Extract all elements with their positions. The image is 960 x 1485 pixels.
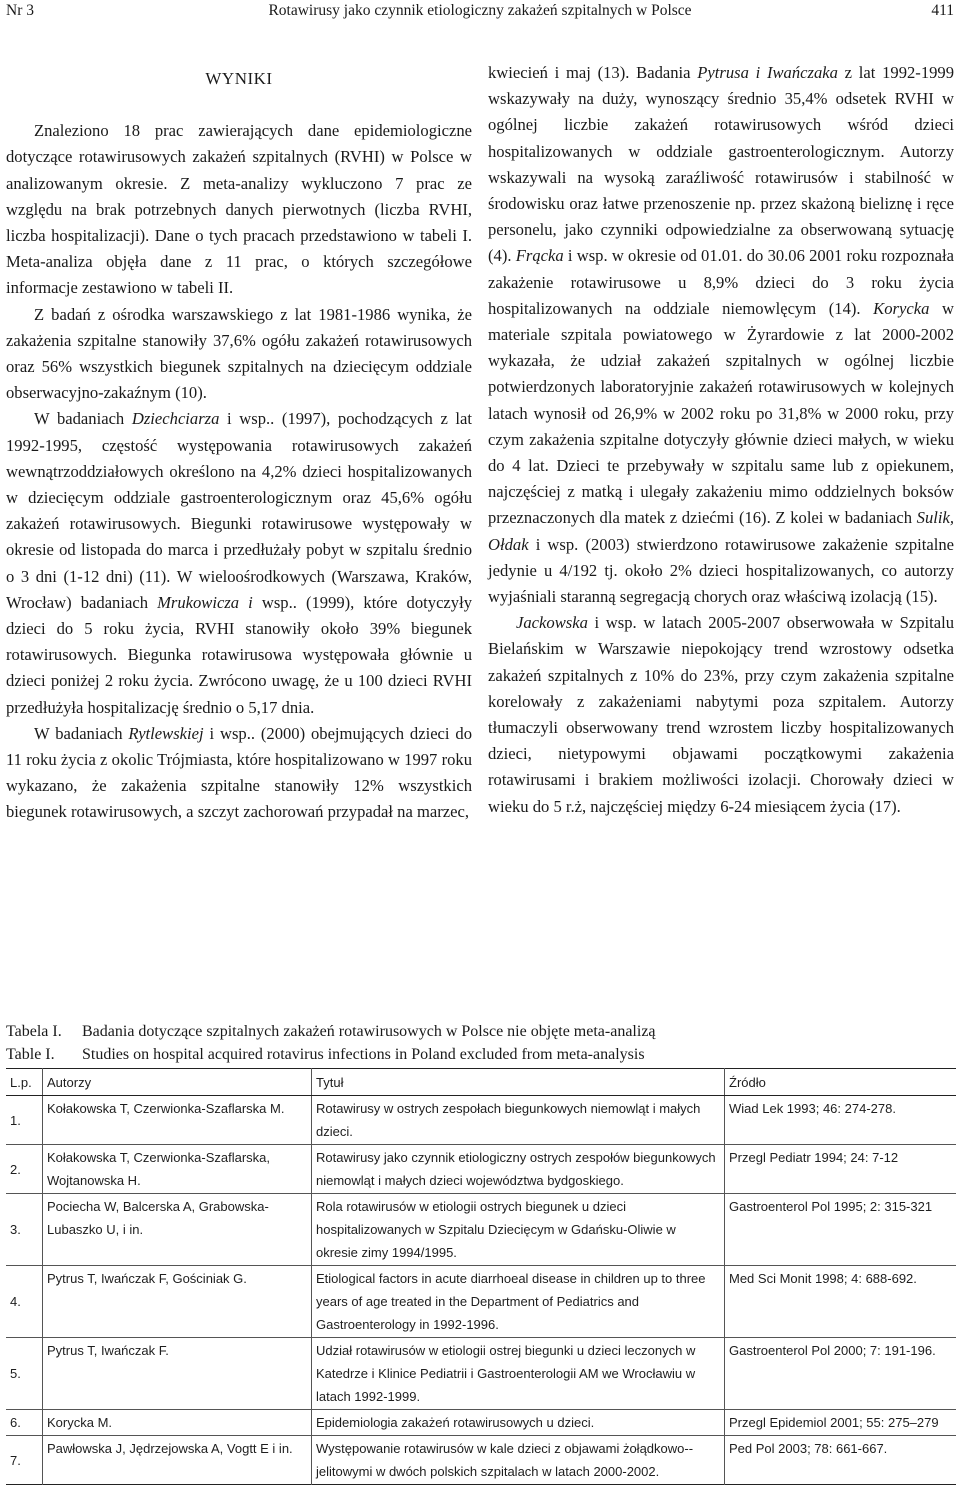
table-body (6, 1096, 956, 1485)
author-name: Rytlewskiej (128, 723, 204, 743)
row-source: Przegl Epidemiol 2001; 55: 275–279 (729, 1415, 939, 1430)
caption-label: Tabela I. (6, 1023, 62, 1040)
column-header: L.p. (6, 1069, 43, 1096)
row-source: Gastroenterol Pol 1995; 2: 315-321 (729, 1199, 933, 1214)
text-run: w materiale szpitala powiatowego w Żyrardowie z lat 2000-2002 wykazała, że udział zakażeń szpitalnych w ogólnej liczbie potwierdzonych laboratoryjnie zakażeń rotawirusowych w kolejnych latach wynosił od 26,9% w 2002 roku po 31,8% w 2000 roku, przy czym zakażenia szpitalne dotyczyły głównie dzieci małych, w wieku do 4 lat. Dzieci te przebywały w szpitalu same lub z opiekunem, najczęściej z matką i ulegały zakażeniu mimo oddzielnych boksów przeznaczonych dla matek z dziećmi (16). Z kolei w badaniach (488, 298, 954, 528)
paragraph (488, 60, 954, 610)
author-name: Pytrusa i Iwańczaka (697, 63, 838, 82)
table-row (6, 1145, 956, 1194)
table-row (6, 1410, 956, 1436)
paragraph: Znaleziono 18 prac zawierających dane epidemiologiczne dotyczące rotawirusowych zakażeń szpitalnych (RVHI) w Polsce w analizowanym okresie. Z meta-analizy wykluczono 7 prac ze względu na brak potrzebnych danych pierwotnych (liczba RVHI, liczba hospitalizacji). Dane o tych pracach przedstawiono w tabeli I. Meta-analiza objęła dane z 11 prac, o których szczegółowe informacje zestawiono w tabeli II. (6, 121, 472, 298)
text-run: W badaniach (34, 409, 132, 429)
row-number: 7. (6, 1436, 43, 1485)
row-title: Etiological factors in acute diarrhoeal disease in children up to three years of age treated in the Department of Pediatrics and Gastroenterology in 1992-1996. (312, 1266, 725, 1338)
author-name: Dziechciarza (131, 409, 220, 429)
row-authors: Kołakowska T, Czerwionka-Szaflarska M. (43, 1096, 312, 1145)
row-source: Gastroenterol Pol 2000; 7: 191-196. (729, 1343, 936, 1358)
row-source: Przegl Pediatr 1994; 24: 7-12 (729, 1150, 899, 1165)
row-number: 4. (6, 1266, 43, 1338)
right-column (488, 60, 954, 820)
caption-en (6, 1043, 954, 1066)
table-header-row (6, 1069, 956, 1096)
caption-label: Table I. (6, 1046, 55, 1063)
row-title: Udział rotawirusów w etiologii ostrej biegunki u dzieci leczonych w Katedrze i Klinice Pediatrii i Gastroenterologii AM we Wrocławiu w latach 1992-1999. (312, 1338, 725, 1410)
author-name: Frącka (515, 246, 564, 266)
column-header: Autorzy (43, 1069, 312, 1096)
row-source: Ped Pol 2003; 78: 661-667. (729, 1441, 888, 1456)
row-title: Występowanie rotawirusów w kale dzieci z objawami żołądkowo--jelitowymi w dwóch polskich szpitalach w latach 2000-2002. (312, 1436, 725, 1485)
section-heading: WYNIKI (205, 69, 273, 88)
caption-pl (6, 1020, 954, 1043)
author-name: Jackowska (516, 613, 588, 633)
table-row (6, 1338, 956, 1410)
row-number: 6. (6, 1410, 43, 1436)
text-run: i wsp. w latach 2005-2007 obserwowała w Szpitalu Bielańskim w Warszawie niepokojący trend wzrostowy odsetka zakażeń szpitalnych z 10% do 23%, przy czym zakażenia szpitalne korelowały z zakażeniami nabytymi poza szpitalem. Autorzy tłumaczyli obserwowany trend wzrostem liczby hospitalizowanych dzieci, nietypowymi objawami początkowymi zakażenia rotawirusami i brakiem możliwości izolacji. Chorowały dzieci w wieku do 5 r.ż, najczęściej między 6-24 miesiącem życia (17). (488, 613, 954, 816)
paragraph (6, 721, 472, 826)
text-run: i wsp. w okresie od 01.01. do 30.06 2001 roku rozpoznała zakażenie rotawirusowe u 8,9% dzieci do 3 roku życia hospitalizowanych na oddziale niemowlęcym (14). (488, 246, 954, 318)
row-title: Rotawirusy jako czynnik etiologiczny ostrych zespołów biegunkowych niemowląt i małych dzieci województwa bydgoskiego. (312, 1145, 725, 1194)
paragraph (6, 406, 472, 720)
text-run: i wsp. (2003) stwierdzono rotawirusowe zakażenie szpitalne jedynie u 4/192 tj. około 2% dzieci hospitalizowanych, co autorzy wyjaśniali staranną segregacją chorych oraz właściwą izolacją (15). (488, 534, 954, 607)
row-authors: Pociecha W, Balcerska A, Grabowska-Lubaszko U, i in. (43, 1194, 312, 1266)
row-authors: Pytrus T, Iwańczak F, Gościniak G. (43, 1266, 312, 1338)
paragraph (488, 610, 954, 820)
caption-text: Studies on hospital acquired rotavirus infections in Poland excluded from meta-analysis (82, 1046, 645, 1063)
row-authors: Korycka M. (43, 1410, 312, 1436)
table-row (6, 1194, 956, 1266)
row-authors: Pawłowska J, Jędrzejowska A, Vogtt E i in. (43, 1436, 312, 1485)
text-run: wsp.. (1999), które dotyczyły dzieci do 5 roku życia, RVHI stanowiły około 39% biegunek rotawirusowych. Biegunka rotawirusowa występowała głównie u dzieci poniżej 2 roku życia. Zwrócono uwagę, że u 100 dzieci RVHI przedłużyła hospitalizację średnio o 5,17 dnia. (6, 592, 472, 717)
text-run: z lat 1992-1999 wskazywały na duży, wynoszący średnio 35,4% odsetek RVHI w ogólnej liczbie zakażeń rotawirusowych wśród dzieci hospitalizowanych w oddziale gastroenterologicznym. Autorzy wskazywali na wysoką zaraźliwość rotawirusów i stabilność w środowisku oraz łatwe przenoszenie np. przez skażoną bieliznę i ręce personelu, jako czynniki odpowiedzialne za obserwowaną sytuację (4). (488, 63, 955, 266)
text-run: kwiecień i maj (13). Badania (488, 63, 698, 82)
page-number: 411 (931, 2, 954, 19)
row-number: 1. (6, 1096, 43, 1145)
column-header: Źródło (725, 1069, 957, 1096)
author-name: Mrukowicza i (157, 592, 253, 612)
table-row (6, 1266, 956, 1338)
column-header: Tytuł (312, 1069, 725, 1096)
paragraph: Z badań z ośrodka warszawskiego z lat 1981-1986 wynika, że zakażenia szpitalne stanowiły 37,6% ogółu zakażeń rotawirusowych oraz 56% wszystkich biegunek szpitalnych na dziecięcym oddziale obserwacyjno-zakaźnym (10). (6, 304, 472, 403)
running-header (0, 0, 960, 26)
table-row (6, 1436, 956, 1485)
row-title: Rotawirusy w ostrych zespołach biegunkowych niemowląt i małych dzieci. (312, 1096, 725, 1145)
row-authors: Kołakowska T, Czerwionka-Szaflarska, Wojtanowska H. (43, 1145, 312, 1194)
text-run: i wsp.. (1997), pochodzących z lat 1992-1995, częstość występowania rotawirusowych zakażeń wewnątrzoddziałowych określono na 4,2% dzieci hospitalizowanych w dziecięcym oddziale gastroenterologicznym oraz 45,6% ogółu zakażeń rotawirusowych. Biegunki rotawirusowe występowały w okresie od listopada do marca i przedłużały pobyt w szpitalu średnio o 3 dni (1-12 dni) (11). W wieloośrodkowych (Warszawa, Kraków, Wrocław) badaniach (6, 409, 473, 612)
text-run: i wsp.. (2000) obejmujących dzieci do 11 roku życia z okolic Trójmiasta, które hospitalizowano w 1997 roku wykazano, że zakażenia szpitalne stanowiły 12% wszystkich biegunek rotawirusowych, a szczyt zachorowań przypadał na marzec, (6, 723, 472, 822)
caption-text: Badania dotyczące szpitalnych zakażeń rotawirusowych w Polsce nie objęte meta-analizą (82, 1023, 656, 1040)
row-number: 5. (6, 1338, 43, 1410)
row-number: 3. (6, 1194, 43, 1266)
left-column (6, 60, 472, 826)
row-title: Epidemiologia zakażeń rotawirusowych u dzieci. (312, 1410, 725, 1436)
row-title: Rola rotawirusów w etiologii ostrych biegunek u dzieci hospitalizowanych w Szpitalu Dziecięcym w Gdańsku-Oliwie w okresie zimy 1994/1995. (312, 1194, 725, 1266)
table-row (6, 1096, 956, 1145)
table-caption (6, 1020, 954, 1066)
row-source: Med Sci Monit 1998; 4: 688-692. (729, 1271, 917, 1286)
running-title: Rotawirusy jako czynnik etiologiczny zakażeń szpitalnych w Polsce (268, 2, 692, 19)
row-number: 2. (6, 1145, 43, 1194)
author-name: Korycka (873, 298, 930, 318)
studies-table (6, 1068, 956, 1485)
text-run: W badaniach (34, 723, 129, 743)
row-source: Wiad Lek 1993; 46: 274-278. (729, 1101, 896, 1116)
author-name: Sulik, Ołdak (488, 508, 954, 554)
row-authors: Pytrus T, Iwańczak F. (43, 1338, 312, 1410)
issue-number: Nr 3 (6, 2, 34, 19)
